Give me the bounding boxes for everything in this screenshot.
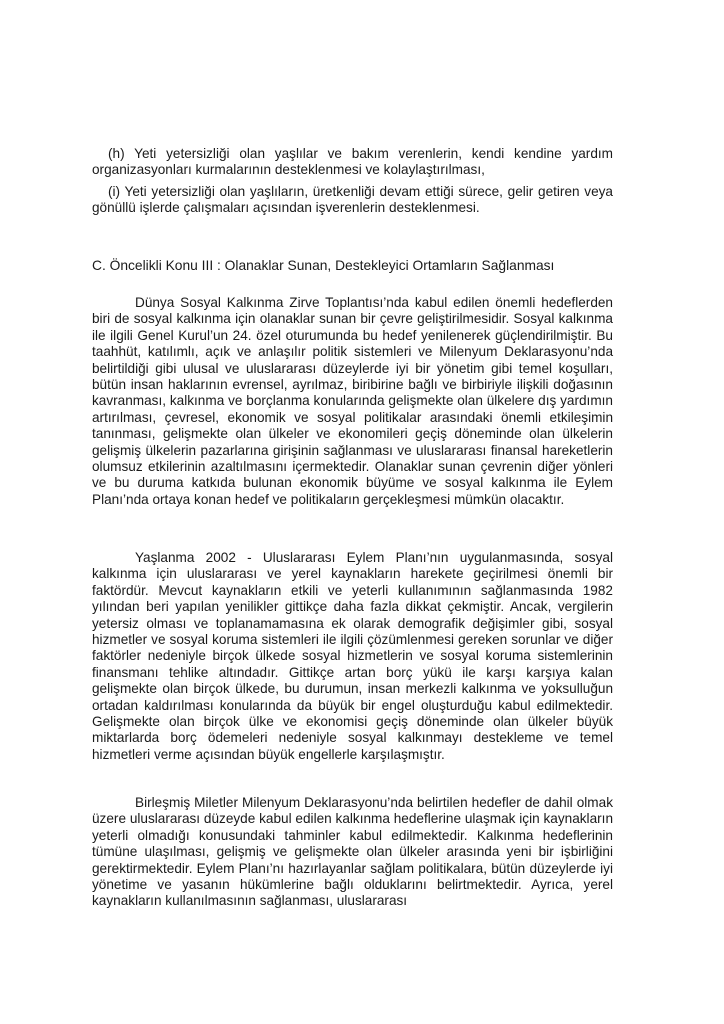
paragraph-2: Yaşlanma 2002 - Uluslararası Eylem Planı’nın uygulanmasında, sosyal kalkınma için uluslararası ve yerel kaynakların harekete geçirilmesi önemli bir faktördür. Mevcut kaynakların etkili ve yeterli kullanımının sağlanmasında 1982 yılından beri yapılan yenilikler gittikçe daha fazla dikkat çekmiştir. Ancak, vergilerin yetersiz olması ve toplanamamasına ek olarak demografik değişimler gibi, sosyal hizmetler ve sosyal koruma sistemleri ile ilgili çözümlenmesi gereken sorunlar ve diğer faktörler nedeniyle birçok ülkede sosyal hizmetlerin ve sosyal koruma sistemlerinin finansmanı tehlike altındadır. Gittikçe artan borç yükü ile karşı karşıya kalan gelişmekte olan birçok ülkede, bu durumun, insan merkezli kalkınma ve yoksulluğun ortadan kaldırılması konularında da büyük bir engel oluşturduğu kabul edilmektedir. Gelişmekte olan birçok ülke ve ekonomisi geçiş döneminde olan ülkeler büyük miktarlarda borç ödemeleri nedeniyle sosyal kalkınmayı destekleme ve temel hizmetleri verme açısından büyük engellerle karşılaşmıştır. <box>92 550 613 762</box>
list-item-i: (i) Yeti yetersizliği olan yaşlıların, üretkenliği devam ettiği sürece, gelir getiren veya gönüllü işlerde çalışmaları açısından işverenlerin desteklenmesi. <box>92 184 613 216</box>
paragraph-1: Dünya Sosyal Kalkınma Zirve Toplantısı’nda kabul edilen önemli hedeflerden biri de sosyal kalkınma için olanaklar sunan bir çevre geliştirilmesidir. Sosyal kalkınma ile ilgili Genel Kurul’un 24. özel oturumunda bu hedef yenilenerek güçlendirilmiştir. Bu taahhüt, katılımlı, açık ve anlaşılır politik sistemleri ve Milenyum Deklarasyonu’nda belirtildiği gibi ulusal ve uluslararası düzeylerde iyi bir yönetim gibi temel koşulları, bütün insan haklarının evrensel, ayrılmaz, biribirine bağlı ve birbiriyle ilişkili doğasının kavranması, kalkınma ve borçlanma konularında gelişmekte olan ülkelere dış yardımın artırılması, çevresel, ekonomik ve sosyal politikalar arasındaki önemli etkileşimin tanınması, gelişmekte olan ülkeler ve ekonomileri geçiş döneminde olan ülkelerin gelişmiş ülkelerin pazarlarına girişinin sağlanması ve uluslararası finansal hareketlerin olumsuz etkilerinin azaltılmasını içermektedir. Olanaklar sunan çevrenin diğer yönleri ve bu duruma katkıda bulunan ekonomik büyüme ve sosyal kalkınma ile Eylem Planı’nda ortaya konan hedef ve politikaların gerçekleşmesi mümkün olacaktır. <box>92 295 613 507</box>
list-item-h: (h) Yeti yetersizliği olan yaşlılar ve bakım verenlerin, kendi kendine yardım organizasyonları kurmalarının desteklenmesi ve kolaylaştırılması, <box>92 146 613 178</box>
paragraph-3: Birleşmiş Miletler Milenyum Deklarasyonu’nda belirtilen hedefler de dahil olmak üzere uluslararası düzeyde kabul edilen kalkınma hedeflerine ulaşmak için kaynakların yeterli olmadığı konusundaki tahminler kabul edilmektedir. Kalkınma hedeflerinin tümüne ulaşılması, gelişmiş ve gelişmekte olan ülkeler arasında yeni bir işbirliğini gerektirmektedir. Eylem Planı’nı hazırlayanlar sağlam politikalara, bütün düzeylerde iyi yönetime ve yasanın hükümlerine bağlı olduklarını belirtmektedir. Ayrıca, yerel kaynakların kullanılmasının sağlanması, uluslararası <box>92 795 613 909</box>
section-heading: C. Öncelikli Konu III : Olanaklar Sunan, Destekleyici Ortamların Sağlanması <box>92 258 555 273</box>
